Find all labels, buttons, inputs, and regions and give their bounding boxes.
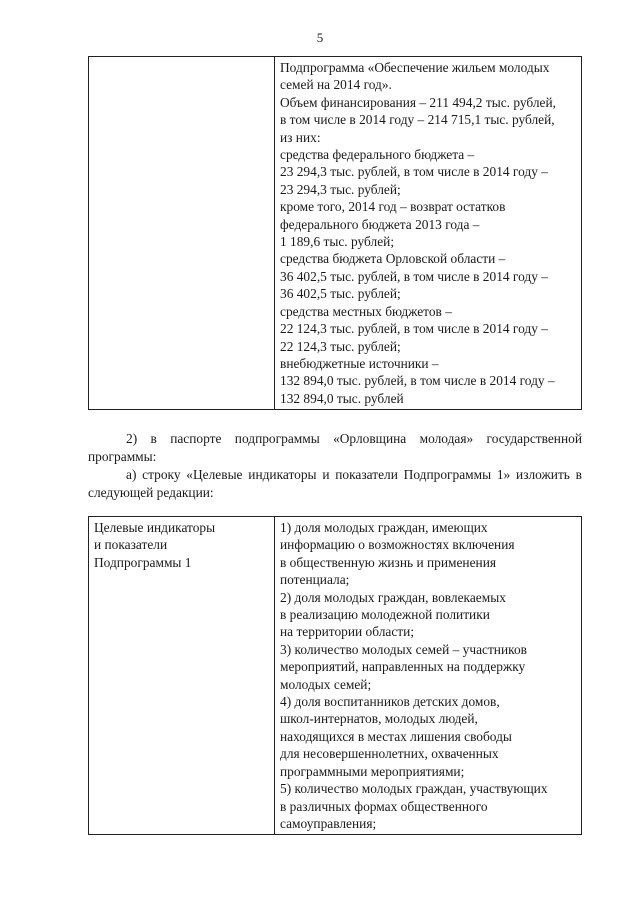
indicator-line: в различных формах общественного (280, 798, 488, 814)
financing-line: 132 894,0 тыс. рублей (280, 390, 404, 406)
indicator-line: информацию о возможностях включения (280, 537, 515, 553)
indicator-line: молодых семей; (280, 676, 372, 692)
indicator-line: программными мероприятиями; (280, 763, 465, 779)
financing-line: средства бюджета Орловской области – (280, 251, 506, 267)
indicator-line: потенциала; (280, 572, 350, 588)
table-row (89, 517, 582, 835)
financing-line: 1 189,6 тыс. рублей; (280, 234, 395, 250)
financing-line: 22 124,3 тыс. рублей, в том числе в 2014 году – (280, 321, 548, 337)
indicator-line: 1) доля молодых граждан, имеющих (280, 520, 488, 535)
financing-line: 23 294,3 тыс. рублей, в том числе в 2014 году – (280, 164, 548, 180)
financing-line: Подпрограмма «Обеспечение жильем молодых (280, 60, 550, 75)
paragraph-passport-amendment: 2) в паспорте подпрограммы «Орловщина молодая» государственной программы: (88, 431, 582, 464)
indicator-line: для несовершеннолетних, охваченных (280, 746, 499, 762)
indicator-line: в общественную жизнь и применения (280, 554, 497, 570)
financing-line: Объем финансирования – 211 494,2 тыс. рублей, (280, 94, 556, 110)
indicator-line: 5) количество молодых граждан, участвующих (280, 781, 548, 797)
indicators-table-left-cell (89, 517, 275, 835)
financing-line: средства федерального бюджета – (280, 147, 475, 163)
financing-table-left-cell (89, 57, 275, 410)
financing-line: кроме того, 2014 год – возврат остатков (280, 199, 506, 215)
indicator-line: находящихся в местах лишения свободы (280, 728, 512, 744)
indicators-table-right-cell (275, 517, 582, 835)
table-row (89, 57, 582, 410)
financing-line: в том числе в 2014 году – 214 715,1 тыс. рублей, (280, 112, 555, 128)
financing-line: 132 894,0 тыс. рублей, в том числе в 2014 году – (280, 373, 555, 389)
financing-line: 23 294,3 тыс. рублей; (280, 181, 401, 197)
indicators-heading-line: и показатели (94, 537, 168, 553)
indicator-line: самоуправления; (280, 815, 377, 831)
indicator-line: 3) количество молодых семей – участников (280, 641, 527, 657)
page-number: 5 (316, 30, 324, 45)
indicator-line: на территории области; (280, 624, 415, 640)
indicator-line: мероприятий, направленных на поддержку (280, 659, 526, 675)
indicator-line: 4) доля воспитанников детских домов, (280, 694, 500, 710)
financing-line: внебюджетные источники – (280, 355, 439, 371)
financing-line: из них: (280, 129, 321, 145)
indicators-table (88, 516, 582, 835)
financing-line: средства местных бюджетов – (280, 303, 452, 319)
financing-line: 36 402,5 тыс. рублей; (280, 286, 401, 302)
financing-line: семей на 2014 год». (280, 77, 392, 93)
indicator-line: школ-интернатов, молодых людей, (280, 711, 478, 727)
financing-table-right-cell (275, 57, 582, 410)
indicator-line: в реализацию молодежной политики (280, 607, 490, 623)
indicator-line: 2) доля молодых граждан, вовлекаемых (280, 589, 506, 605)
paragraph-row-amendment: а) строку «Целевые индикаторы и показатели Подпрограммы 1» изложить в следующей редакции: (88, 467, 582, 500)
indicators-heading-line: Целевые индикаторы (94, 520, 216, 535)
financing-line: 36 402,5 тыс. рублей, в том числе в 2014 году – (280, 268, 548, 284)
financing-line: федерального бюджета 2013 года – (280, 216, 480, 232)
indicators-heading-line: Подпрограммы 1 (94, 554, 192, 570)
financing-line: 22 124,3 тыс. рублей; (280, 338, 401, 354)
financing-table (88, 56, 582, 410)
